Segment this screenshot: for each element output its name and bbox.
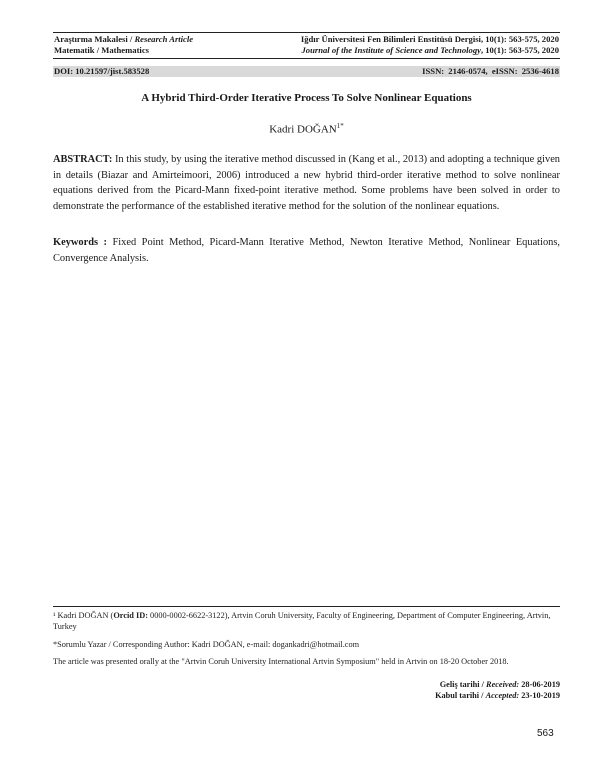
abstract-text: In this study, by using the iterative method discussed in (Kang et al., 2013) and adopting a technique given in details (Biazar and Amirteimoori, 2006) introduced a new hybrid third-order iterative method to solve nonlinear equations derived from the Picard-Mann fixed-point iterative method. Some problems have been solved in order to demonstrate the performance of the established iterative method for the solution of the nonlinear equations. bbox=[53, 154, 560, 212]
keywords-text: Fixed Point Method, Picard-Mann Iterative Method, Newton Iterative Method, Nonlinear Equations, Convergence Analysis. bbox=[53, 237, 560, 264]
article-type: Araştırma Makalesi / Research Article bbox=[54, 34, 194, 44]
journal-name-en: Journal of the Institute of Science and Technology, 10(1): 563-575, 2020 bbox=[301, 45, 559, 55]
abstract bbox=[53, 152, 560, 214]
author-mark: 1* bbox=[336, 122, 344, 130]
paper-title: A Hybrid Third-Order Iterative Process To Solve Nonlinear Equations bbox=[141, 92, 472, 104]
abstract-label: ABSTRACT: bbox=[53, 154, 113, 165]
journal-name-tr: Iğdır Üniversitesi Fen Bilimleri Enstitüsü Dergisi, 10(1): 563-575, 2020 bbox=[300, 34, 559, 44]
issn-text: ISSN: 2146-0574, eISSN: 2536-4618 bbox=[422, 66, 559, 76]
received-date: Geliş tarihi / Received: 28-06-2019 bbox=[439, 680, 560, 689]
footnote-corresponding: *Sorumlu Yazar / Corresponding Author: Kadri DOĞAN, e-mail: dogankadri@hotmail.com bbox=[53, 640, 360, 649]
keywords-label: Keywords : bbox=[53, 237, 107, 248]
doi-bar bbox=[53, 66, 560, 77]
keywords bbox=[53, 235, 560, 266]
footnote-rule bbox=[53, 606, 560, 607]
footnote-presented: The article was presented orally at the "Artvin Coruh University International Artvin Symposium" held in Artvin on 18-20 October 2018. bbox=[53, 657, 509, 666]
header-mid-rule bbox=[53, 58, 560, 59]
accepted-date: Kabul tarihi / Accepted: 23-10-2019 bbox=[435, 691, 560, 700]
header-top-rule bbox=[53, 32, 560, 33]
doi-text: DOI: 10.21597/jist.583528 bbox=[54, 66, 150, 76]
page-number: 563 bbox=[537, 728, 554, 739]
footnote-affiliation: ¹ Kadri DOĞAN (Orcid ID: 0000-0002-6622-3122), Artvin Coruh University, Faculty of Engineering, Department of Computer Engineering, Artvin, Turkey bbox=[53, 611, 551, 631]
author-name: Kadri DOĞAN bbox=[269, 123, 337, 136]
subject-area: Matematik / Mathematics bbox=[54, 45, 149, 55]
author-line bbox=[53, 122, 560, 136]
